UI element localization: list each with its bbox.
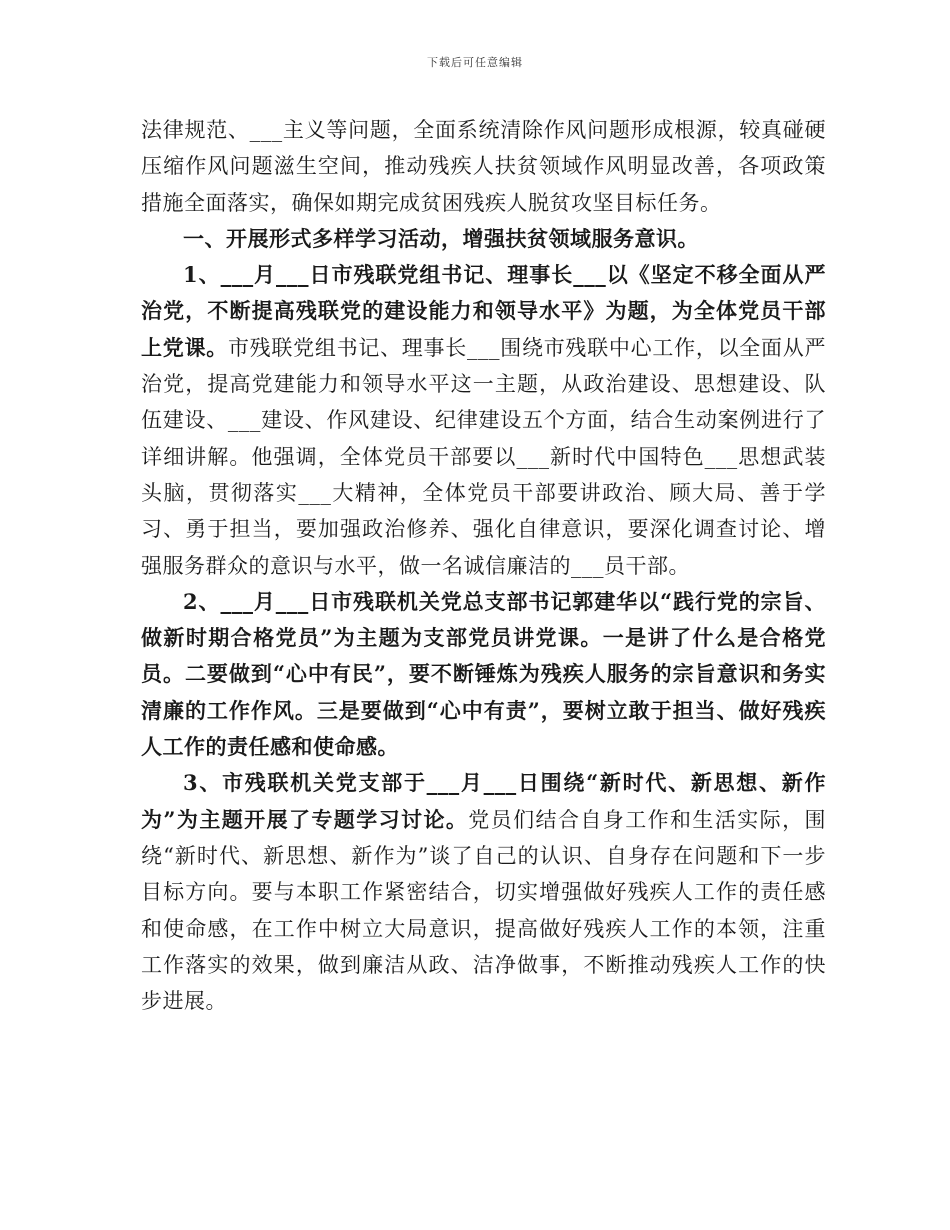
paragraph-item-2: 2、___月___日市残联机关党总支部书记郭建华以“践行党的宗旨、做新时期合格党员”为主题为支部党员讲党课。一是讲了什么是合格党员。二要做到“心中有民”，要不断锤炼为残疾人服务的宗旨意识和务实清廉的工作作风。三是要做到“心中有责”，要树立敢于担当、做好残疾人工作的责任感和使命感。: [141, 588, 826, 760]
item-1-body: 市残联党组书记、理事长___围绕市残联中心工作，以全面从严治党，提高党建能力和领导水平这一主题，从政治建设、思想建设、队伍建设、___建设、作风建设、纪律建设五个方面，结合生动案例进行了详细讲解。他强调，全体党员干部要以___新时代中国特色___思想武装头脑，贯彻落实___大精神，全体党员干部要讲政治、顾大局、善于学习、勇于担当，要加强政治修养、强化自律意识，要深化调查讨论、增强服务群众的意识与水平，做一名诚信廉洁的___员干部。: [141, 335, 827, 578]
paragraph-item-3: [141, 765, 826, 1019]
paragraph-item-1: [141, 257, 826, 584]
page-header: 下载后可任意编辑: [427, 56, 523, 69]
paragraph-intro: 法律规范、___主义等问题，全面系统清除作风问题形成根源，较真碰硬压缩作风问题滋生空间，推动残疾人扶贫领域作风明显改善，各项政策措施全面落实，确保如期完成贫困残疾人脱贫攻坚目标任务。: [141, 118, 826, 215]
item-3-lead: 3、市残联机关党支部于___月___日围绕“新时代、新思想、新作为”为主题开展了专题学习讨论。: [141, 770, 826, 832]
item-1-lead: 1、___月___日市残联党组书记、理事长___以《坚定不移全面从严治党，不断提高残联党的建设能力和领导水平》为题，为全体党员干部上党课。: [141, 262, 826, 360]
document-body: [141, 112, 826, 1019]
section-heading-1: 一、开展形式多样学习活动，增强扶贫领域服务意识。: [183, 225, 699, 251]
item-3-body: 党员们结合自身工作和生活实际，围绕“新时代、新思想、新作为”谈了自己的认识、自身存在问题和下一步目标方向。要与本职工作紧密结合，切实增强做好残疾人工作的责任感和使命感，在工作中树立大局意识，提高做好残疾人工作的本领，注重工作落实的效果，做到廉洁从政、洁净做事，不断推动残疾人工作的快步进展。: [141, 807, 827, 1014]
